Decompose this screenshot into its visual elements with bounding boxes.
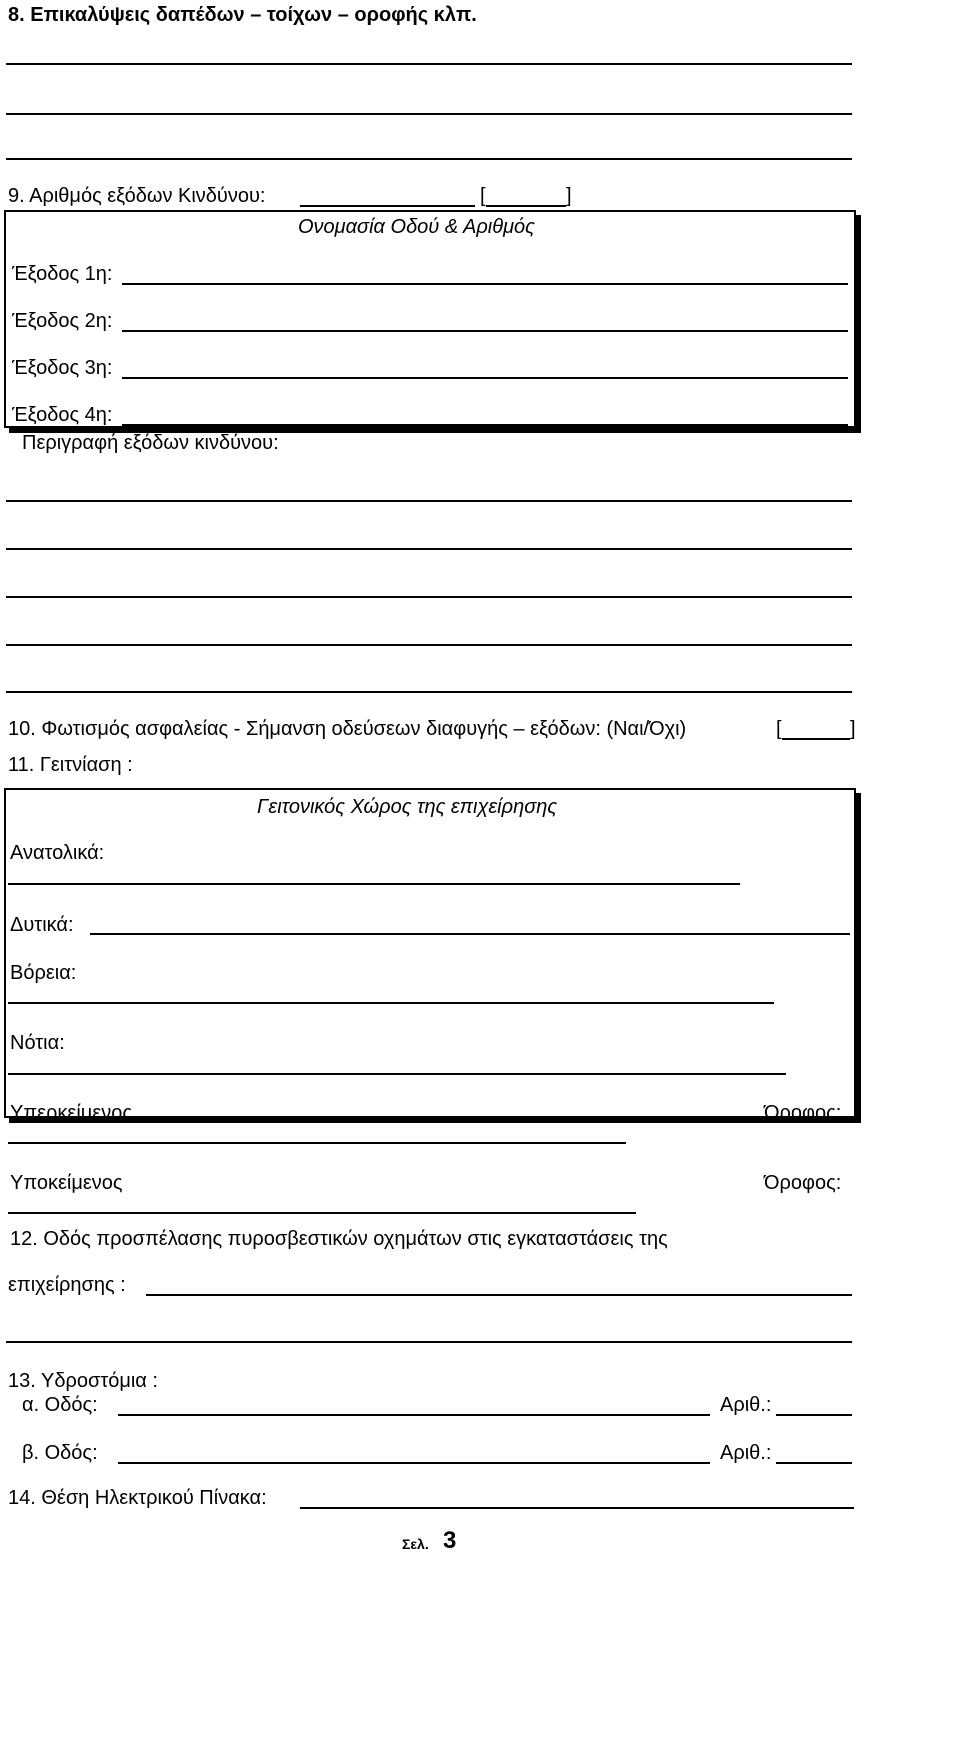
hydrant-a-number-label: Αριθ.: [720, 1394, 772, 1416]
south-field[interactable] [8, 1073, 786, 1075]
below-label: Υποκείμενος [10, 1172, 123, 1194]
hydrant-b-number-field[interactable] [776, 1462, 852, 1464]
exit-2-label: Έξοδος 2η: [12, 310, 113, 332]
exit-description-line-3[interactable] [6, 596, 852, 598]
neighbors-box [4, 788, 856, 1118]
exit-description-label: Περιγραφή εξόδων κινδύνου: [22, 432, 279, 454]
below-floor-label: Όροφος: [764, 1172, 842, 1194]
hydrant-a-label: α. Οδός: [22, 1394, 98, 1416]
hydrant-b-label: β. Οδός: [22, 1442, 98, 1464]
exit-1-field[interactable] [122, 283, 848, 285]
section-14-title: 14. Θέση Ηλεκτρικού Πίνακα: [8, 1487, 267, 1509]
below-field[interactable] [8, 1212, 636, 1214]
north-label: Βόρεια: [10, 962, 77, 984]
section-8-title: 8. Επικαλύψεις δαπέδων – τοίχων – οροφής κλπ. [8, 4, 477, 26]
exit-2-field[interactable] [122, 330, 848, 332]
section-12-title-line2: επιχείρησης : [8, 1274, 126, 1296]
hydrant-a-number-field[interactable] [776, 1414, 852, 1416]
west-label: Δυτικά: [10, 914, 74, 936]
emergency-lighting-field[interactable] [782, 738, 850, 740]
access-road-field[interactable] [146, 1294, 852, 1296]
exit-count-bracket-field[interactable] [486, 205, 566, 207]
exits-box-heading: Ονομασία Οδού & Αριθμός [298, 216, 535, 238]
exit-4-label: Έξοδος 4η: [12, 404, 113, 426]
exit-count-field[interactable] [300, 205, 475, 207]
section-8-line-1[interactable] [6, 63, 852, 65]
south-label: Νότια: [10, 1032, 65, 1054]
section-11-title: 11. Γειτνίαση : [8, 754, 133, 776]
hydrant-b-number-label: Αριθ.: [720, 1442, 772, 1464]
section-10-bracket-close: ] [850, 718, 856, 740]
exit-description-line-1[interactable] [6, 500, 852, 502]
exit-1-label: Έξοδος 1η: [12, 263, 113, 285]
exit-description-line-5[interactable] [6, 691, 852, 693]
page-prefix: Σελ. [402, 1536, 429, 1552]
section-10-bracket-open: [ [776, 718, 782, 740]
exit-3-field[interactable] [122, 377, 848, 379]
section-10-title: 10. Φωτισμός ασφαλείας - Σήμανση οδεύσεων διαφυγής – εξόδων: (Ναι/Όχι) [8, 718, 687, 740]
exit-description-line-4[interactable] [6, 644, 852, 646]
north-field[interactable] [8, 1002, 774, 1004]
hydrant-b-street-field[interactable] [118, 1462, 710, 1464]
neighbors-box-heading: Γειτονικός Χώρος της επιχείρησης [257, 796, 558, 818]
electrical-panel-field[interactable] [300, 1507, 854, 1509]
east-field[interactable] [8, 883, 740, 885]
east-label: Ανατολικά: [10, 842, 105, 864]
section-8-line-3[interactable] [6, 158, 852, 160]
section-9-title: 9. Αριθμός εξόδων Κινδύνου: [8, 185, 266, 207]
exit-4-field[interactable] [122, 424, 848, 426]
section-13-title: 13. Υδροστόμια : [8, 1370, 158, 1392]
access-road-line-2[interactable] [6, 1341, 852, 1343]
bracket-close: ] [566, 185, 572, 207]
west-field[interactable] [90, 933, 850, 935]
hydrant-a-street-field[interactable] [118, 1414, 710, 1416]
above-field[interactable] [8, 1142, 626, 1144]
page-number: 3 [443, 1527, 457, 1554]
section-12-title-line1: 12. Οδός προσπέλασης πυροσβεστικών οχημάτων στις εγκαταστάσεις της [10, 1228, 668, 1250]
exit-description-line-2[interactable] [6, 548, 852, 550]
above-floor-label: Όροφος: [764, 1102, 842, 1124]
above-label: Υπερκείμενος [10, 1102, 132, 1124]
exits-box [4, 210, 856, 428]
bracket-open: [ [480, 185, 486, 207]
section-8-line-2[interactable] [6, 113, 852, 115]
exit-3-label: Έξοδος 3η: [12, 357, 113, 379]
